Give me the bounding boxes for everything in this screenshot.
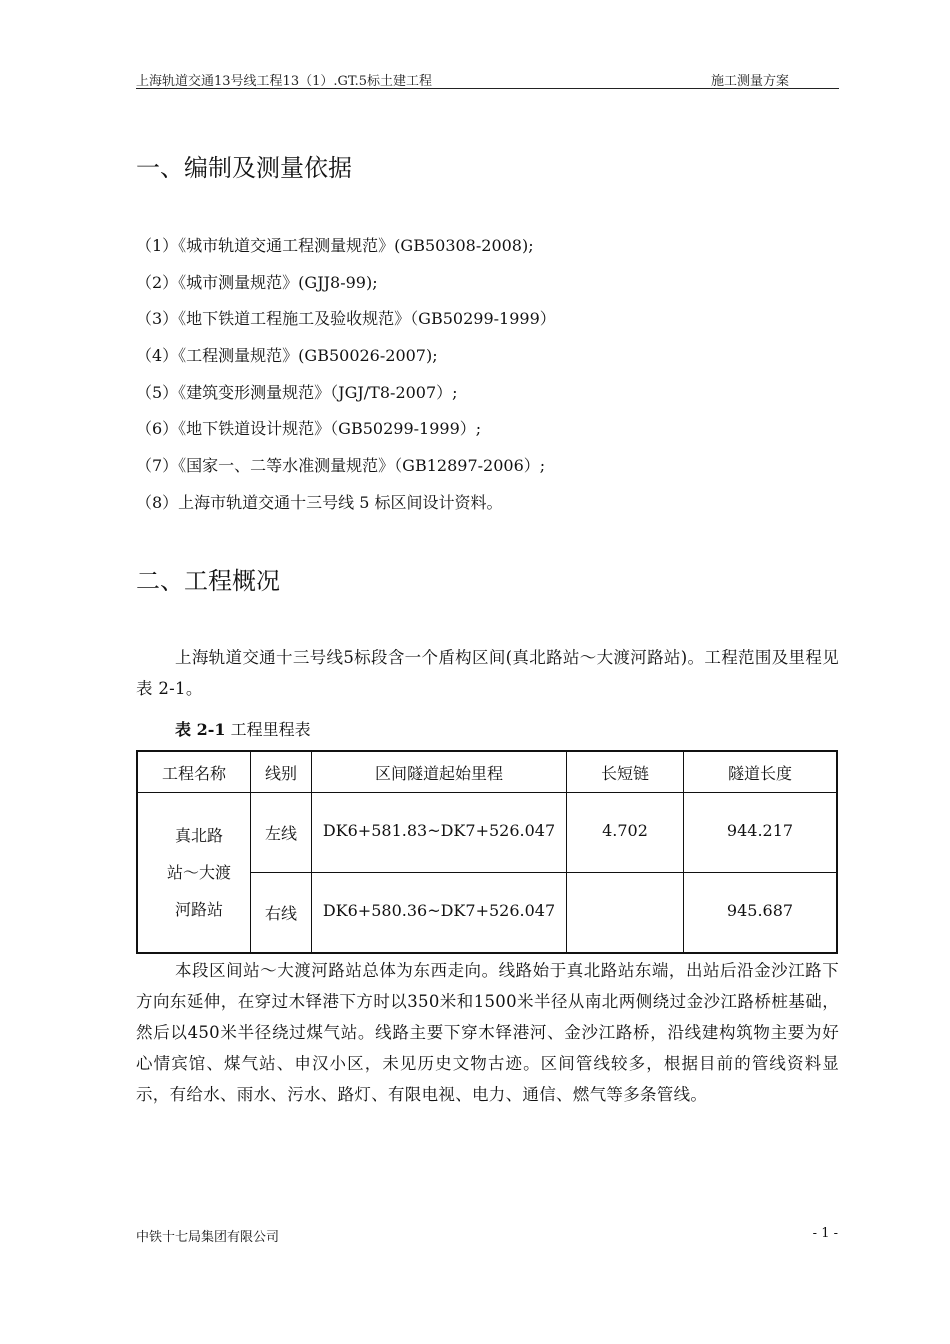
tunnel-length-cell: 945.687 [684,873,838,954]
reference-item: （3）《地下铁道工程施工及验收规范》（GB50299-1999） [136,309,556,329]
footer-page-number: - 1 - [812,1226,838,1241]
project-name-line: 真北路 [174,826,223,845]
footer-company: 中铁十七局集团有限公司 [136,1230,280,1245]
header-document-title: 施工测量方案 [710,74,789,89]
table-row [137,793,837,873]
chain-cell: 4.702 [567,793,684,873]
reference-list [136,228,556,522]
reference-item: （1）《城市轨道交通工程测量规范》(GB50308-2008); [136,236,534,255]
section-1-title: 一、编制及测量依据 [136,154,352,182]
table-header-row [137,751,837,793]
header-mileage-range: 区间隧道起始里程 [312,751,567,793]
table-caption [175,718,311,742]
header-chain: 长短链 [567,751,684,793]
header-project-title: 上海轨道交通13号线工程13（1）.GT.5标土建工程 [136,74,433,89]
section-2-title: 二、工程概况 [136,567,280,595]
reference-item: （5）《建筑变形测量规范》（JGJ/T8-2007）; [136,382,458,402]
project-intro-paragraph: 上海轨道交通十三号线5标段含一个盾构区间(真北路站～大渡河路站)。工程范围及里程见表 2-1。 [136,648,839,698]
project-name-line: 站～大渡 [166,863,231,882]
reference-item: （4）《工程测量规范》(GB50026-2007); [136,346,438,366]
mileage-range-cell: DK6+581.83~DK7+526.047 [312,793,567,873]
table-caption-text: 工程里程表 [225,720,311,739]
project-name-cell [137,793,251,954]
chain-cell [567,873,684,954]
header-tunnel-length: 隧道长度 [684,751,838,793]
tunnel-length-cell: 944.217 [684,793,838,873]
line-cell: 右线 [251,873,312,954]
line-cell: 左线 [251,793,312,873]
reference-item: （2）《城市测量规范》(GJJ8-99); [136,272,378,292]
header-project-name: 工程名称 [137,751,251,793]
reference-item: （6）《地下铁道设计规范》（GB50299-1999）; [136,419,482,439]
route-description-paragraph: 本段区间站～大渡河路站总体为东西走向。线路始于真北路站东端，出站后沿金沙江路下方向东延伸，在穿过木铎港下方时以350米和1500米半径从南北两侧绕过金沙江路桥桩基础，然后以450米半径绕过煤气站。线路主要下穿木铎港河、金沙江路桥，沿线建构筑物主要为好心情宾馆、煤气站、申汉小区，未见历史文物古迹。区间管线较多，根据目前的管线资料显示，有给水、雨水、污水、路灯、有限电视、电力、通信、燃气等多条管线。 [136,961,839,1104]
reference-item: （8）上海市轨道交通十三号线 5 标区间设计资料。 [136,492,503,512]
reference-item: （7）《国家一、二等水准测量规范》（GB12897-2006）; [136,456,546,476]
mileage-range-cell: DK6+580.36~DK7+526.047 [312,873,567,954]
header-line: 线别 [251,751,312,793]
page-header [136,68,839,89]
table-number: 表 2-1 [175,720,226,739]
project-name-line: 河路站 [174,900,223,919]
mileage-table [136,750,838,954]
